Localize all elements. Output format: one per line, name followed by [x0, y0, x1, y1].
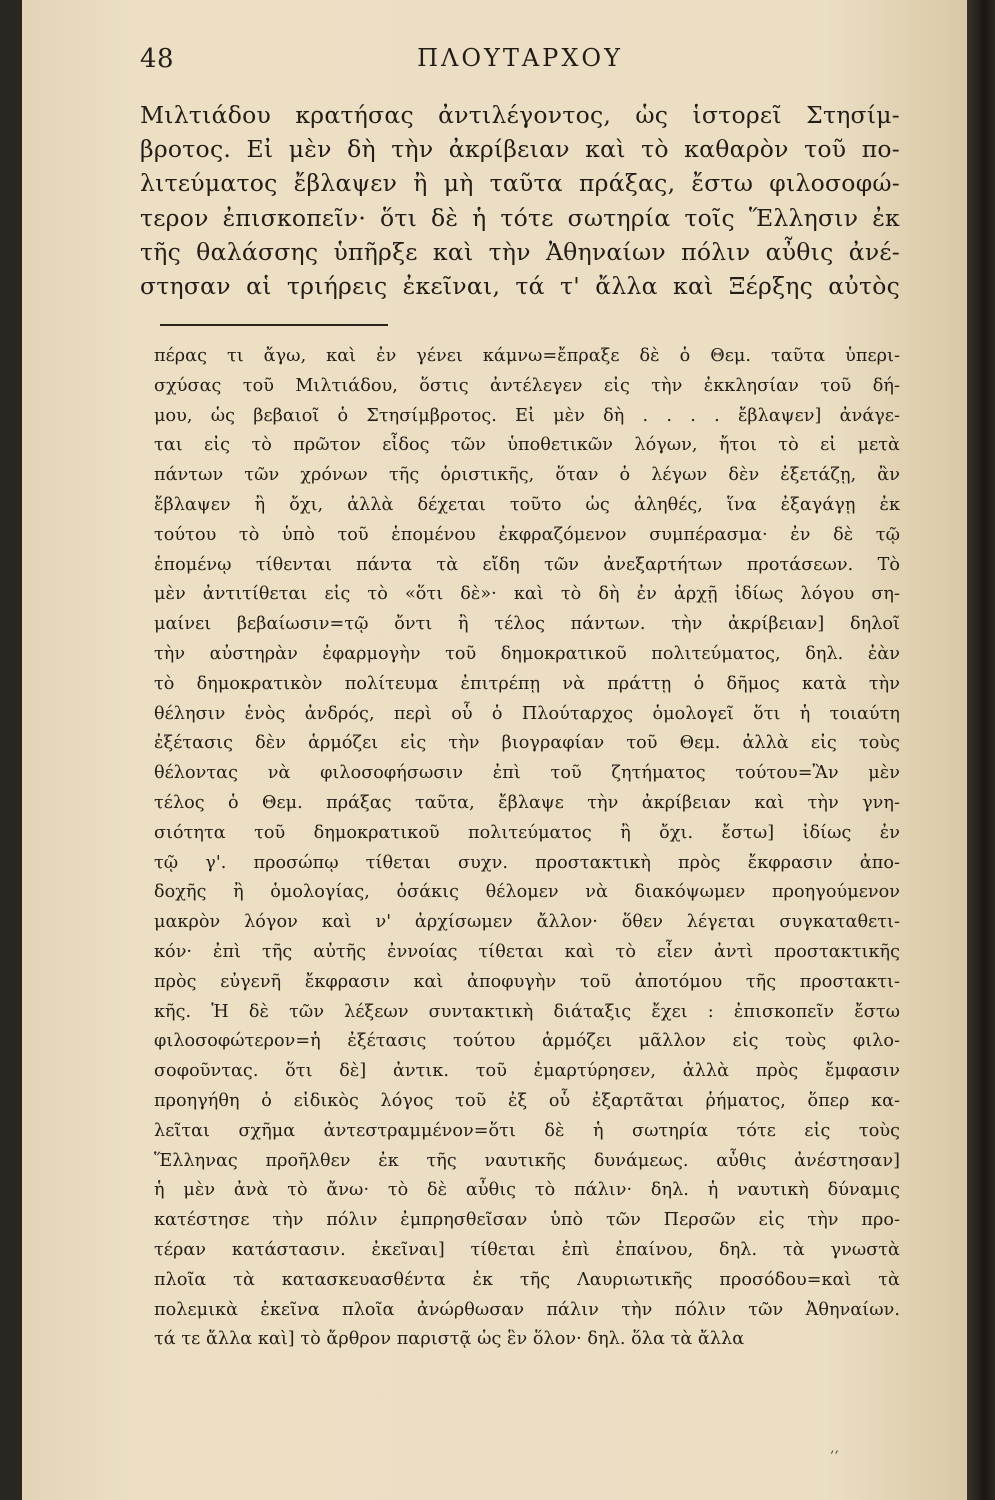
page-header	[140, 44, 900, 84]
footnote-line: μακρὸν λόγον καὶ ν' ἀρχίσωμεν ἄλλον· ὅθεν λέγεται συγκαταθετι-	[154, 912, 900, 933]
footnote-line: ἐξέτασις δὲν ἁρμόζει εἰς τὴν βιογραφίαν τοῦ Θεμ. ἀλλὰ εἰς τοὺς	[154, 733, 900, 754]
footnote-line: θέλησιν ἑνὸς ἀνδρός, περὶ οὗ ὁ Πλούταρχος ὁμολογεῖ ὅτι ἡ τοιαύτη	[154, 703, 900, 724]
binding-edge	[967, 0, 995, 1500]
footnote-line: πρὸς εὐγενῆ ἔκφρασιν καὶ ἀποφυγὴν τοῦ ἀποτόμου τῆς προστακτι-	[154, 971, 900, 992]
footnote-line: θέλοντας νὰ φιλοσοφήσωσιν ἐπὶ τοῦ ζητήματος τούτου=Ἂν μὲν	[154, 763, 900, 784]
footnote-line: φιλοσοφώτερον=ἡ ἐξέτασις τούτου ἁρμόζει μᾶλλον εἰς τοὺς φιλο-	[154, 1031, 900, 1052]
footnote-line: σοφοῦντας. ὅτι δὲ] ἀντικ. τοῦ ἐμαρτύρησεν, ἀλλὰ πρὸς ἔμφασιν	[154, 1061, 900, 1082]
footnote-line: ἔβλαψεν ἢ ὄχι, ἀλλὰ δέχεται τοῦτο ὡς ἀληθές, ἵνα ἐξαγάγῃ ἐκ	[154, 494, 900, 515]
main-text-line: λιτεύματος ἔβλαψεν ἢ μὴ ταῦτα πράξας, ἔστω φιλοσοφώ-	[140, 169, 900, 198]
footnote-line: ται εἰς τὸ πρῶτον εἶδος τῶν ὑποθετικῶν λόγων, ἤτοι τὸ εἰ μετὰ	[154, 435, 900, 456]
footnote-line: λεῖται σχῆμα ἀντεστραμμένον=ὅτι δὲ ἡ σωτηρία τότε εἰς τοὺς	[154, 1120, 900, 1141]
footnote-line: Ἕλληνας προῆλθεν ἐκ τῆς ναυτικῆς δυνάμεως. αὖθις ἀνέστησαν]	[154, 1150, 900, 1171]
footnote-line: μὲν ἀντιτίθεται εἰς τὸ «ὅτι δὲ»· καὶ τὸ δὴ ἐν ἀρχῇ ἰδίως λόγου ση-	[154, 584, 900, 605]
footnote-line: τέλος ὁ Θεμ. πράξας ταῦτα, ἔβλαψε τὴν ἀκρίβειαν καὶ τὴν γνη-	[154, 792, 900, 813]
printer-mark: ‚‚	[830, 1440, 839, 1456]
main-text-line: Μιλτιάδου κρατήσας ἀντιλέγοντος, ὡς ἱστορεῖ Στησίμ-	[140, 101, 900, 129]
main-text-line: τερον ἐπισκοπεῖν· ὅτι δὲ ἡ τότε σωτηρία τοῖς Ἕλλησιν ἐκ	[140, 203, 900, 232]
main-text-line: στησαν αἱ τριήρεις ἐκεῖναι, τά τ' ἄλλα καὶ Ξέρξης αὐτὸς	[140, 272, 900, 301]
main-text-line: βροτος. Εἰ μὲν δὴ τὴν ἀκρίβειαν καὶ τὸ καθαρὸν τοῦ πο-	[140, 135, 900, 164]
footnote-line: τούτου τὸ ὑπὸ τοῦ ἑπομένου ἐκφραζόμενον συμπέρασμα· ἐν δὲ τῷ	[154, 524, 900, 545]
footnote-line: τά τε ἄλλα καὶ] τὸ ἄρθρον παριστᾷ ὡς ἓν ὅλον· δηλ. ὅλα τὰ ἄλλα	[154, 1329, 745, 1350]
book-page	[22, 0, 967, 1500]
footnote-line: μου, ὡς βεβαιοῖ ὁ Στησίμβροτος. Εἰ μὲν δὴ . . . . ἔβλαψεν] ἀνάγε-	[154, 405, 900, 426]
footnote-line: κῆς. Ἡ δὲ τῶν λέξεων συντακτικὴ διάταξις ἔχει : ἐπισκοπεῖν ἔστω	[154, 1001, 900, 1022]
footnote-line: κόν· ἐπὶ τῆς αὐτῆς ἐννοίας τίθεται καὶ τὸ εἶεν ἀντὶ προστακτικῆς	[154, 941, 900, 962]
footnote-line: σχύσας τοῦ Μιλτιάδου, ὅστις ἀντέλεγεν εἰς τὴν ἐκκλησίαν τοῦ δή-	[154, 375, 900, 396]
footnote-line: προηγήθη ὁ εἰδικὸς λόγος τοῦ ἐξ οὗ ἐξαρτᾶται ῥήματος, ὅπερ κα-	[154, 1090, 900, 1111]
footnote-separator-rule	[160, 324, 388, 326]
main-text	[140, 98, 900, 303]
footnote-line: δοχῆς ἢ ὁμολογίας, ὁσάκις θέλομεν νὰ διακόψωμεν προηγούμενον	[154, 882, 900, 903]
footnote-line: τῷ γ'. προσώπῳ τίθεται συχν. προστακτικὴ πρὸς ἔκφρασιν ἀπο-	[154, 852, 900, 873]
footnote-line: ἡ μὲν ἀνὰ τὸ ἄνω· τὸ δὲ αὖθις τὸ πάλιν· δηλ. ἡ ναυτικὴ δύναμις	[154, 1180, 900, 1201]
footnote-line: σιότητα τοῦ δημοκρατικοῦ πολιτεύματος ἢ ὄχι. ἔστω] ἰδίως ἐν	[154, 822, 900, 843]
footnote-line: μαίνει βεβαίωσιν=τῷ ὄντι ἢ τέλος πάντων. τὴν ἀκρίβειαν] δηλοῖ	[154, 614, 900, 635]
footnote-line: ἑπομένῳ τίθενται πάντα τὰ εἴδη τῶν ἀνεξαρτήτων προτάσεων. Τὸ	[154, 554, 900, 575]
footnote-line: τὸ δημοκρατικὸν πολίτευμα ἐπιτρέπῃ νὰ πράττῃ ὁ δῆμος κατὰ τὴν	[154, 673, 900, 694]
footnote-line: τέραν κατάστασιν. ἐκεῖναι] τίθεται ἐπὶ ἐπαίνου, δηλ. τὰ γνωστὰ	[154, 1239, 900, 1260]
running-title: ΠΛΟΥΤΑΡΧΟΥ	[417, 44, 623, 72]
footnote-line: πάντων τῶν χρόνων τῆς ὁριστικῆς, ὅταν ὁ λέγων δὲν ἐξετάζῃ, ἂν	[154, 465, 900, 486]
main-text-line: τῆς θαλάσσης ὑπῆρξε καὶ τὴν Ἀθηναίων πόλιν αὖθις ἀνέ-	[140, 237, 900, 266]
footnotes	[154, 342, 900, 1355]
page-number: 48	[140, 44, 175, 74]
footnote-line: πλοῖα τὰ κατασκευασθέντα ἐκ τῆς Λαυριωτικῆς προσόδου=καὶ τὰ	[154, 1269, 900, 1290]
footnote-line: τὴν αὐστηρὰν ἐφαρμογὴν τοῦ δημοκρατικοῦ πολιτεύματος, δηλ. ἐὰν	[154, 643, 900, 664]
footnote-line: κατέστησε τὴν πόλιν ἐμπρησθεῖσαν ὑπὸ τῶν Περσῶν εἰς τὴν προ-	[154, 1210, 900, 1231]
footnote-line: πολεμικὰ ἐκεῖνα πλοῖα ἀνώρθωσαν πάλιν τὴν πόλιν τῶν Ἀθηναίων.	[154, 1299, 900, 1320]
footnote-line: πέρας τι ἄγω, καὶ ἐν γένει κάμνω=ἔπραξε δὲ ὁ Θεμ. ταῦτα ὑπερι-	[154, 346, 900, 366]
